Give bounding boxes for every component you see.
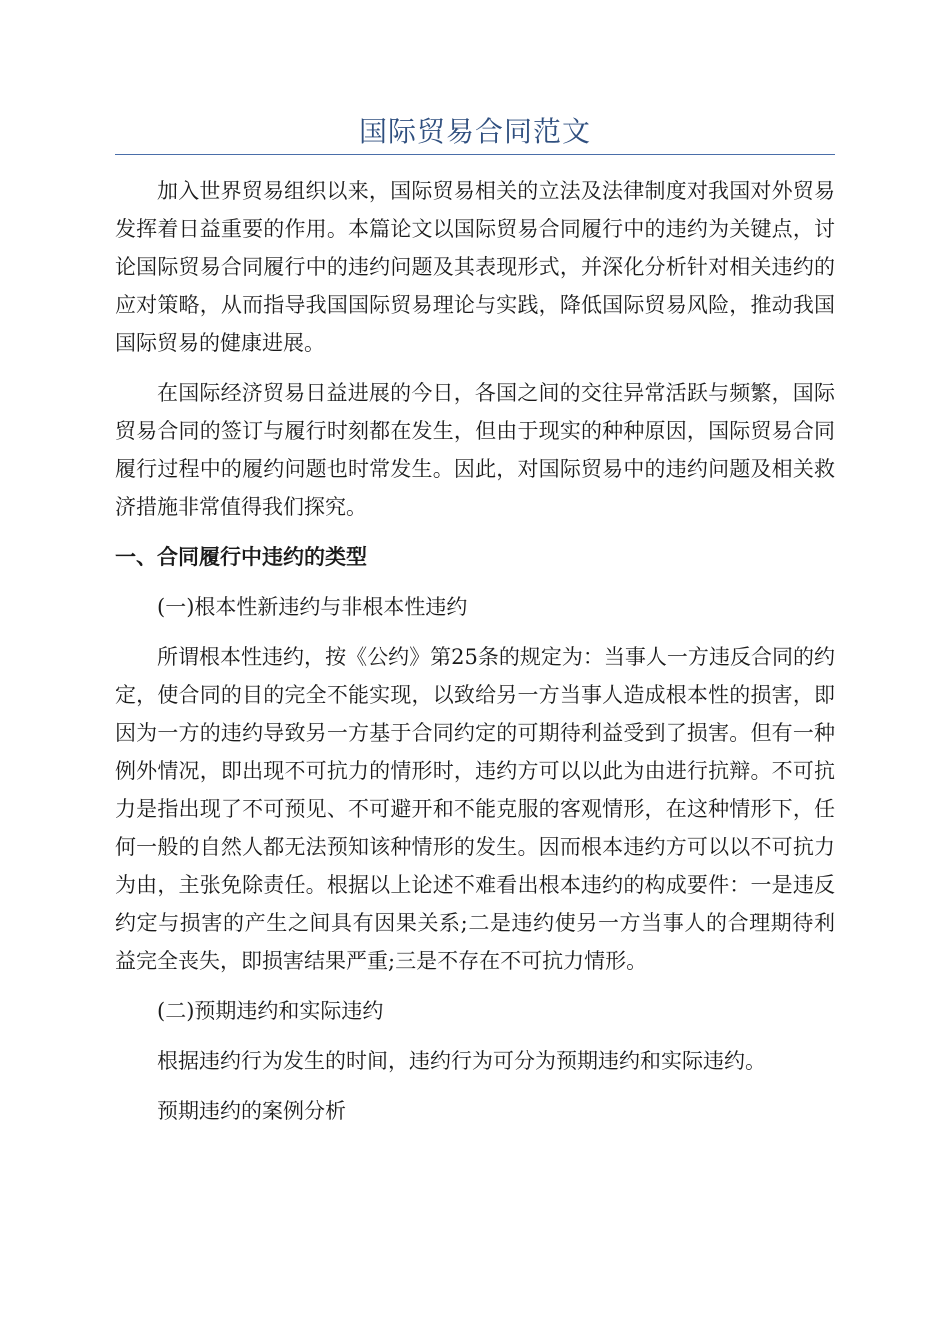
section-heading: 一、合同履行中违约的类型: [115, 545, 367, 569]
subsection-heading-2: (二)预期违约和实际违约: [157, 999, 384, 1023]
intro-paragraph-2: 在国际经济贸易日益进展的今日，各国之间的交往异常活跃与频繁，国际贸易合同的签订与履行时刻都在发生，但由于现实的种种原因，国际贸易合同履行过程中的履约问题也时常发生。因此，对国际贸易中的违约问题及相关救济措施非常值得我们探究。: [115, 381, 835, 519]
subsection-heading-1: (一)根本性新违约与非根本性违约: [157, 595, 468, 619]
intro-paragraph-1: 加入世界贸易组织以来，国际贸易相关的立法及法律制度对我国对外贸易发挥着日益重要的作用。本篇论文以国际贸易合同履行中的违约为关键点，讨论国际贸易合同履行中的违约问题及其表现形式，并深化分析针对相关违约的应对策略，从而指导我国国际贸易理论与实践，降低国际贸易风险，推动我国国际贸易的健康进展。: [115, 179, 835, 355]
case-analysis-heading: 预期违约的案例分析: [157, 1099, 346, 1123]
subsection-2-paragraph: 根据违约行为发生的时间，违约行为可分为预期违约和实际违约。: [157, 1049, 766, 1073]
document-body: [115, 172, 835, 1142]
subsection-1-paragraph: 所谓根本性违约，按《公约》第25条的规定为：当事人一方违反合同的约定，使合同的目的完全不能实现，以致给另一方当事人造成根本性的损害，即因为一方的违约导致另一方基于合同约定的可期待利益受到了损害。但有一种例外情况，即出现不可抗力的情形时，违约方可以以此为由进行抗辩。不可抗力是指出现了不可预见、不可避开和不能克服的客观情形，在这种情形下，任何一般的自然人都无法预知该种情形的发生。因而根本违约方可以以不可抗力为由，主张免除责任。根据以上论述不难看出根本违约的构成要件：一是违反约定与损害的产生之间具有因果关系;二是违约使另一方当事人的合理期待利益完全丧失，即损害结果严重;三是不存在不可抗力情形。: [115, 645, 835, 973]
document-title: 国际贸易合同范文: [358, 115, 591, 148]
title-underline: [115, 154, 835, 155]
